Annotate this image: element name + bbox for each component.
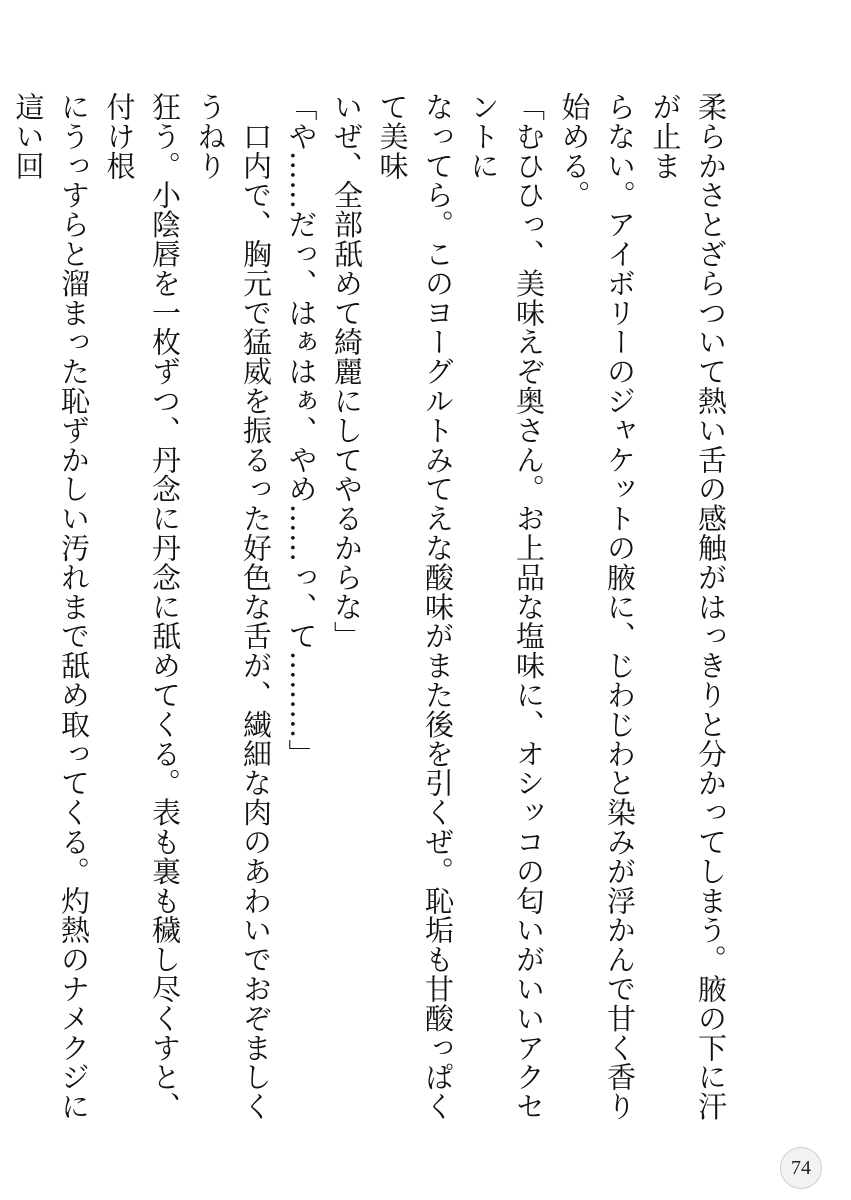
text-line: 狂う。小陰唇を一枚ずつ、丹念に丹念に舐めてくる。表も裏も穢し尽くすと、付け根 bbox=[102, 92, 182, 1121]
text-line: 口内で、胸元で猛威を振るった好色な舌が、繊細な肉のあわいでおぞましくうねり bbox=[193, 92, 273, 1121]
text-line: にうっすらと溜まった恥ずかしい汚れまで舐め取ってくる。灼熱のナメクジに這い回 bbox=[11, 92, 91, 1121]
text-line: 「むひひっ、美味えぞ奥さん。お上品な塩味に、オシッコの匂いがいいアクセントに bbox=[466, 92, 546, 1121]
text-line bbox=[0, 92, 5, 1122]
text-line: 「や……だっ、はぁはぁ、やめ……っ、て………」 bbox=[284, 92, 319, 769]
text-line: いぜ、全部舐めて綺麗にしてやるからな」 bbox=[330, 92, 364, 651]
text-line: なってら。このヨーグルトみてえな酸味がまた後を引くぜ。恥垢も甘酸っぱくて美味 bbox=[375, 92, 455, 1121]
vertical-text-block bbox=[0, 92, 733, 1122]
page-number: 74 bbox=[780, 1147, 822, 1189]
text-line: らない。アイボリーのジャケットの腋に、じわじわと染みが浮かんで甘く香り始める。 bbox=[557, 92, 637, 1121]
text-line: 柔らかさとざらついて熱い舌の感触がはっきりと分かってしまう。腋の下に汗が止ま bbox=[648, 92, 728, 1121]
